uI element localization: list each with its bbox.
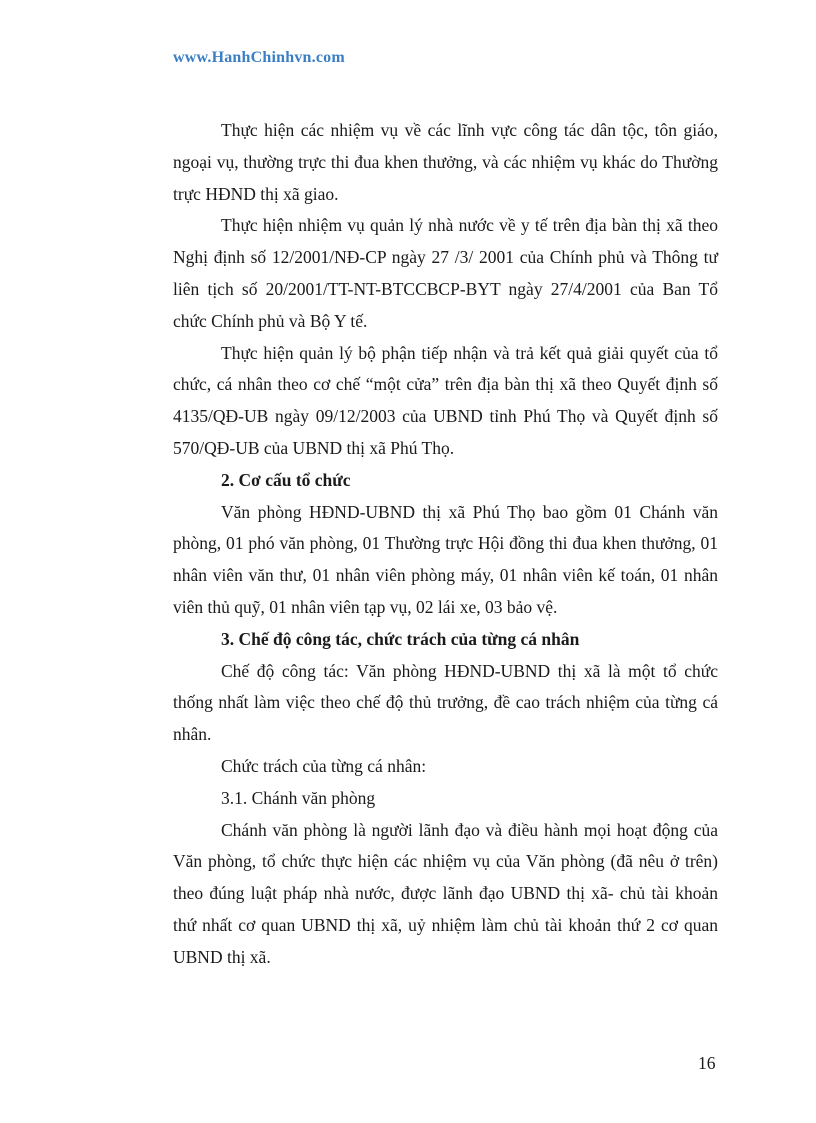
- website-header-link[interactable]: www.HanhChinhvn.com: [173, 49, 345, 66]
- paragraph-health-management: Thực hiện nhiệm vụ quản lý nhà nước về y tế trên địa bàn thị xã theo Nghị định số 12/2001/NĐ-CP ngày 27 /3/ 2001 của Chính phủ và Thông tư liên tịch số 20/2001/TT-NT-BTCCBCP-BYT ngày 27/4/2001 của Ban Tổ chức Chính phủ và Bộ Y tế.: [173, 215, 718, 331]
- document-body: [173, 115, 718, 974]
- paragraph-office-staffing: Văn phòng HĐND-UBND thị xã Phú Thọ bao gồm 01 Chánh văn phòng, 01 phó văn phòng, 01 Thường trực Hội đồng thi đua khen thưởng, 01 nhân viên văn thư, 01 nhân viên phòng máy, 01 nhân viên kế toán, 01 nhân viên thủ quỹ, 01 nhân viên tạp vụ, 02 lái xe, 03 bảo vệ.: [173, 501, 718, 617]
- page-number: 16: [698, 1053, 716, 1073]
- paragraph-ethnic-religion-tasks: Thực hiện các nhiệm vụ về các lĩnh vực công tác dân tộc, tôn giáo, ngoại vụ, thường trực thi đua khen thưởng, và các nhiệm vụ khác do Thường trực HĐND thị xã giao.: [173, 120, 718, 204]
- section-heading-work-regime: 3. Chế độ công tác, chức trách của từng cá nhân: [221, 628, 580, 649]
- section-heading-organization: 2. Cơ cấu tổ chức: [221, 469, 351, 490]
- paragraph-chief-of-office: Chánh văn phòng là người lãnh đạo và điều hành mọi hoạt động của Văn phòng, tổ chức thực hiện các nhiệm vụ của Văn phòng (đã nêu ở trên) theo đúng luật pháp nhà nước, được lãnh đạo UBND thị xã- chủ tài khoản thứ nhất cơ quan UBND thị xã, uỷ nhiệm làm chủ tài khoản thứ 2 cơ quan UBND thị xã.: [173, 819, 718, 967]
- subsection-heading-chief-of-office: 3.1. Chánh văn phòng: [221, 787, 376, 808]
- paragraph-responsibilities-intro: Chức trách của từng cá nhân:: [221, 755, 427, 776]
- paragraph-one-stop-shop: Thực hiện quản lý bộ phận tiếp nhận và trả kết quả giải quyết của tổ chức, cá nhân theo cơ chế “một cửa” trên địa bàn thị xã theo Quyết định số 4135/QĐ-UB ngày 09/12/2003 của UBND tỉnh Phú Thọ và Quyết định số 570/QĐ-UB của UBND thị xã Phú Thọ.: [173, 342, 718, 458]
- paragraph-work-regime: Chế độ công tác: Văn phòng HĐND-UBND thị xã là một tổ chức thống nhất làm việc theo chế độ thủ trưởng, đề cao trách nhiệm của từng cá nhân.: [173, 660, 718, 745]
